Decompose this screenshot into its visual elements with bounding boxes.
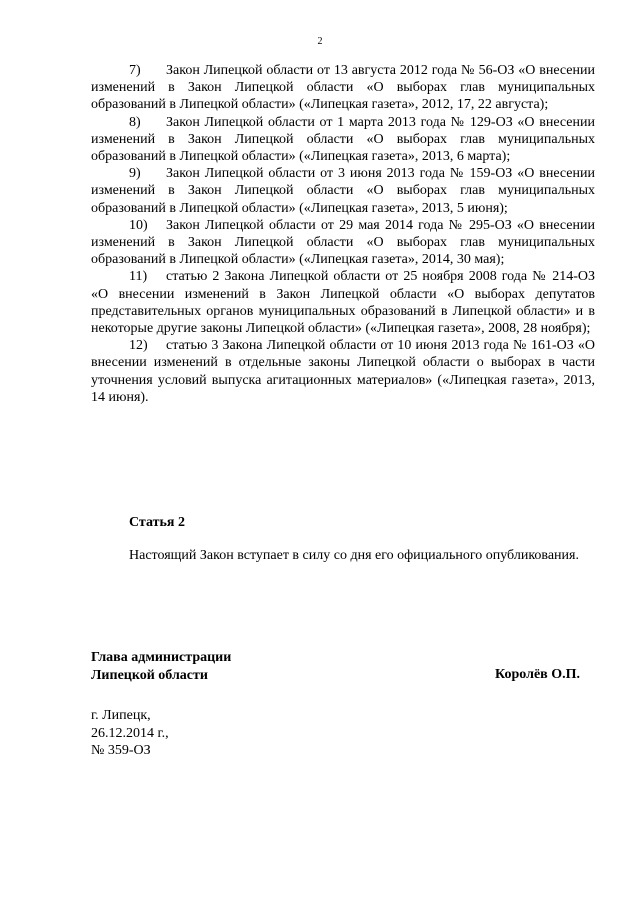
footer-city: г. Липецк,	[91, 708, 151, 723]
list-item-text: Закон Липецкой области от 3 июня 2013 года № 159-ОЗ «О внесении изменений в Закон Липецкой области «О выборах глав муниципальных образований в Липецкой области» («Липецкая газета», 2013, 5 июня);	[91, 166, 595, 216]
list-item-text: Закон Липецкой области от 29 мая 2014 года № 295-ОЗ «О внесении изменений в Закон Липецкой области «О выборах глав муниципальных образований в Липецкой области» («Липецкая газета», 2014, 30 мая);	[91, 217, 595, 268]
list-item	[91, 114, 595, 166]
signatory-name: Королёв О.П.	[495, 667, 580, 682]
article-heading: Статья 2	[129, 515, 185, 530]
footer-date: 26.12.2014 г.,	[91, 725, 169, 741]
list-item-number: 8)	[129, 114, 141, 130]
article-body: Настоящий Закон вступает в силу со дня его официального опубликования.	[129, 548, 579, 563]
list-item-number: 7)	[129, 63, 141, 78]
page-number: 2	[317, 36, 323, 47]
signatory-title	[91, 649, 231, 684]
list-item-text: статью 2 Закона Липецкой области от 25 ноября 2008 года № 214-ОЗ «О внесении изменений в Закон Липецкой области «О выборах депутатов представительных органов муниципальных образований в Липецкой области» и в некоторые другие законы Липецкой области» («Липецкая газета», 2008, 28 ноября);	[91, 269, 595, 337]
repealed-laws-list	[91, 62, 595, 406]
list-item	[91, 217, 595, 269]
list-item-text: Закон Липецкой области от 1 марта 2013 года № 129-ОЗ «О внесении изменений в Закон Липецкой области «О выборах глав муниципальных образований в Липецкой области» («Липецкая газета», 2013, 6 марта);	[91, 114, 595, 165]
list-item-number: 10)	[129, 217, 148, 233]
list-item	[91, 62, 595, 114]
list-item	[91, 337, 595, 406]
list-item-number: 11)	[129, 269, 148, 285]
list-item-text: Закон Липецкой области от 13 августа 2012 года № 56-ОЗ «О внесении изменений в Закон Липецкой области «О выборах глав муниципальных образований в Липецкой области» («Липецкая газета», 2012, 17, 22 августа);	[91, 63, 595, 113]
list-item-number: 9)	[129, 166, 141, 182]
document-footer	[91, 707, 169, 760]
signatory-title-line: Липецкой области	[91, 667, 208, 683]
footer-law-number: № 359-ОЗ	[91, 743, 151, 758]
list-item	[91, 165, 595, 217]
signatory-title-line: Глава администрации	[91, 650, 232, 665]
list-item-number: 12)	[129, 338, 148, 354]
list-item-text: статью 3 Закона Липецкой области от 10 июня 2013 года № 161-ОЗ «О внесении изменений в отдельные законы Липецкой области о выборах в части уточнения условий выпуска агитационных материалов» («Липецкая газета», 2013, 14 июня).	[91, 338, 595, 405]
list-item	[91, 268, 595, 337]
